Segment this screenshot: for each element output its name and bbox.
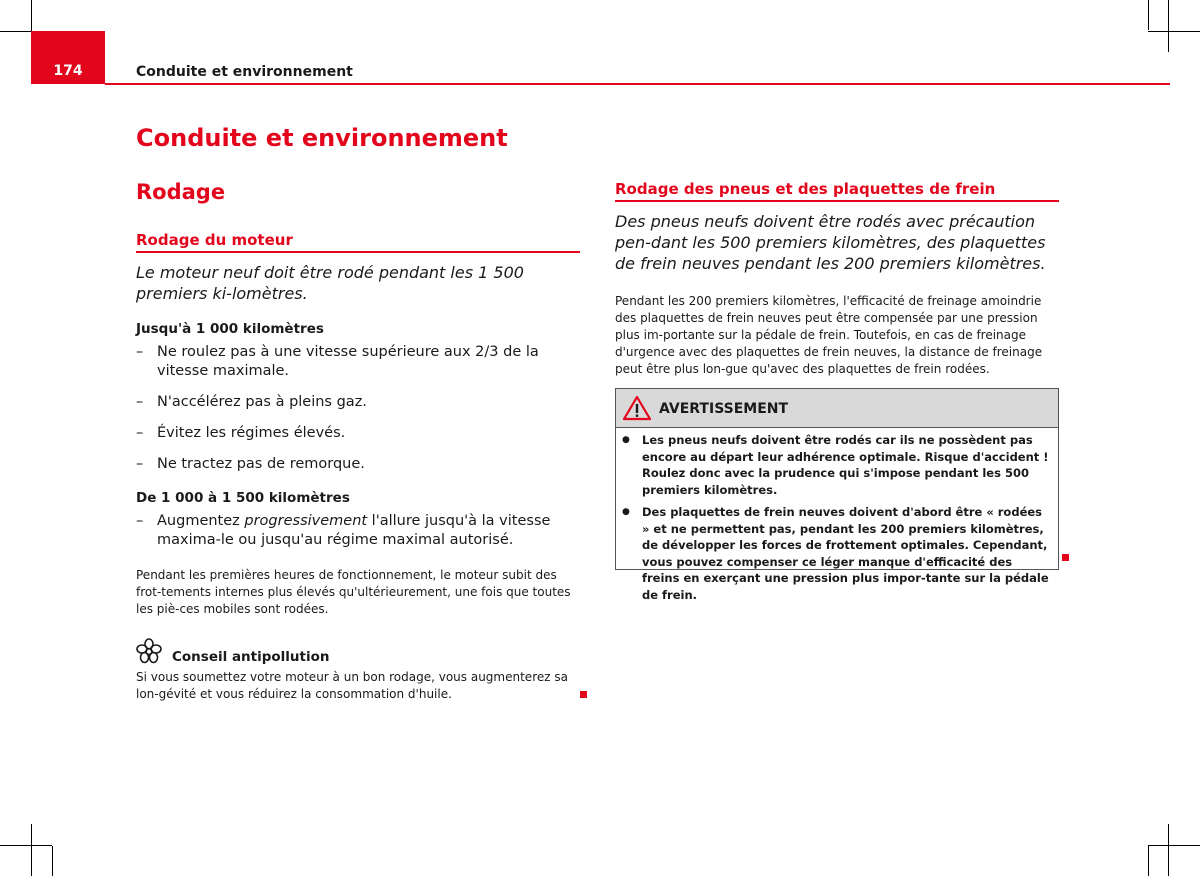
warning-item: ● Des plaquettes de frein neuves doivent d'abord être « rodées » et ne permettent pas, pendant les 200 premiers kilomètres, de développer les forces de frottement optimales. Cependant, vous pouvez compenser ce léger manque d'efficacité des freins en exerçant une pression plus impor-tante sur la pédale de frein. xyxy=(622,504,1052,603)
list-item xyxy=(136,512,580,550)
warning-body xyxy=(616,428,1058,603)
header-rule xyxy=(105,83,1170,85)
page-title: Conduite et environnement xyxy=(136,124,508,152)
group-title: Jusqu'à 1 000 kilomètres xyxy=(136,321,324,337)
subsection-heading: Rodage des pneus et des plaquettes de frein xyxy=(615,180,1059,202)
list-item: – Ne tractez pas de remorque. xyxy=(136,455,580,474)
crop-mark xyxy=(1148,846,1149,876)
crop-mark xyxy=(52,846,53,876)
body-paragraph: Pendant les premières heures de fonctionnement, le moteur subit des frot-tements internes plus élevés qu'ultérieurement, une fois que toutes les piè-ces mobiles sont rodées. xyxy=(136,568,571,616)
crop-mark xyxy=(31,824,32,876)
header-section-title: Conduite et environnement xyxy=(136,64,353,80)
crop-mark xyxy=(1168,824,1169,876)
list-item: – Ne roulez pas à une vitesse supérieure aux 2/3 de la vitesse maximale. xyxy=(136,343,580,381)
section-heading: Rodage xyxy=(136,180,226,204)
list-item-emphasis: progressivement xyxy=(244,513,368,529)
left-column-body xyxy=(136,262,580,618)
crop-mark xyxy=(1148,845,1200,846)
list-item: – N'accélérez pas à pleins gaz. xyxy=(136,393,580,412)
warning-header xyxy=(616,389,1058,428)
body-paragraph: Pendant les 200 premiers kilomètres, l'efficacité de freinage amoindrie des plaquettes de frein neuves peut être compensée par une pression plus im-portante sur la pédale de frein. Toutefois, en cas de freinage d'urgence avec des plaquettes de frein neuves, la distance de freinage peut être plus lon-gue qu'avec des plaquettes de frein rodées. xyxy=(615,294,1043,376)
subsection-heading: Rodage du moteur xyxy=(136,231,580,253)
crop-mark xyxy=(1148,0,1149,30)
warning-triangle-icon xyxy=(622,395,652,421)
crop-mark xyxy=(1168,0,1169,52)
list-item-text: l'allure jusqu'à la vitesse maxima-le ou jusqu'au régime maximal autorisé. xyxy=(157,513,551,548)
crop-mark xyxy=(1148,31,1200,32)
page-number: 174 xyxy=(53,63,83,79)
warning-item: ● Les pneus neufs doivent être rodés car ils ne possèdent pas encore au départ leur adhérence optimale. Risque d'accident ! Roulez donc avec la prudence qui s'impose pendant les 500 premiers kilomètres. xyxy=(622,432,1052,498)
lead-text: Des pneus neufs doivent être rodés avec précaution pen-dant les 500 premiers kilomètres, des plaquettes de frein neuves pendant les 200 premiers kilomètres. xyxy=(615,212,1046,273)
end-mark xyxy=(1062,554,1069,561)
warning-box xyxy=(615,388,1059,602)
list-item: – Évitez les régimes élevés. xyxy=(136,424,580,443)
group-title: De 1 000 à 1 500 kilomètres xyxy=(136,490,350,506)
lead-text: Le moteur neuf doit être rodé pendant les 1 500 premiers ki-lomètres. xyxy=(136,263,524,303)
flower-icon xyxy=(136,638,162,664)
list-item-text: Augmentez xyxy=(157,513,245,529)
right-column-body xyxy=(615,211,1059,378)
eco-tip-title: Conseil antipollution xyxy=(172,649,330,665)
crop-mark xyxy=(0,845,52,846)
eco-tip-text: Si vous soumettez votre moteur à un bon rodage, vous augmenterez sa lon-gévité et vous réduirez la consommation d'huile. xyxy=(136,670,568,701)
end-mark xyxy=(580,691,587,698)
warning-title: AVERTISSEMENT xyxy=(659,401,789,417)
